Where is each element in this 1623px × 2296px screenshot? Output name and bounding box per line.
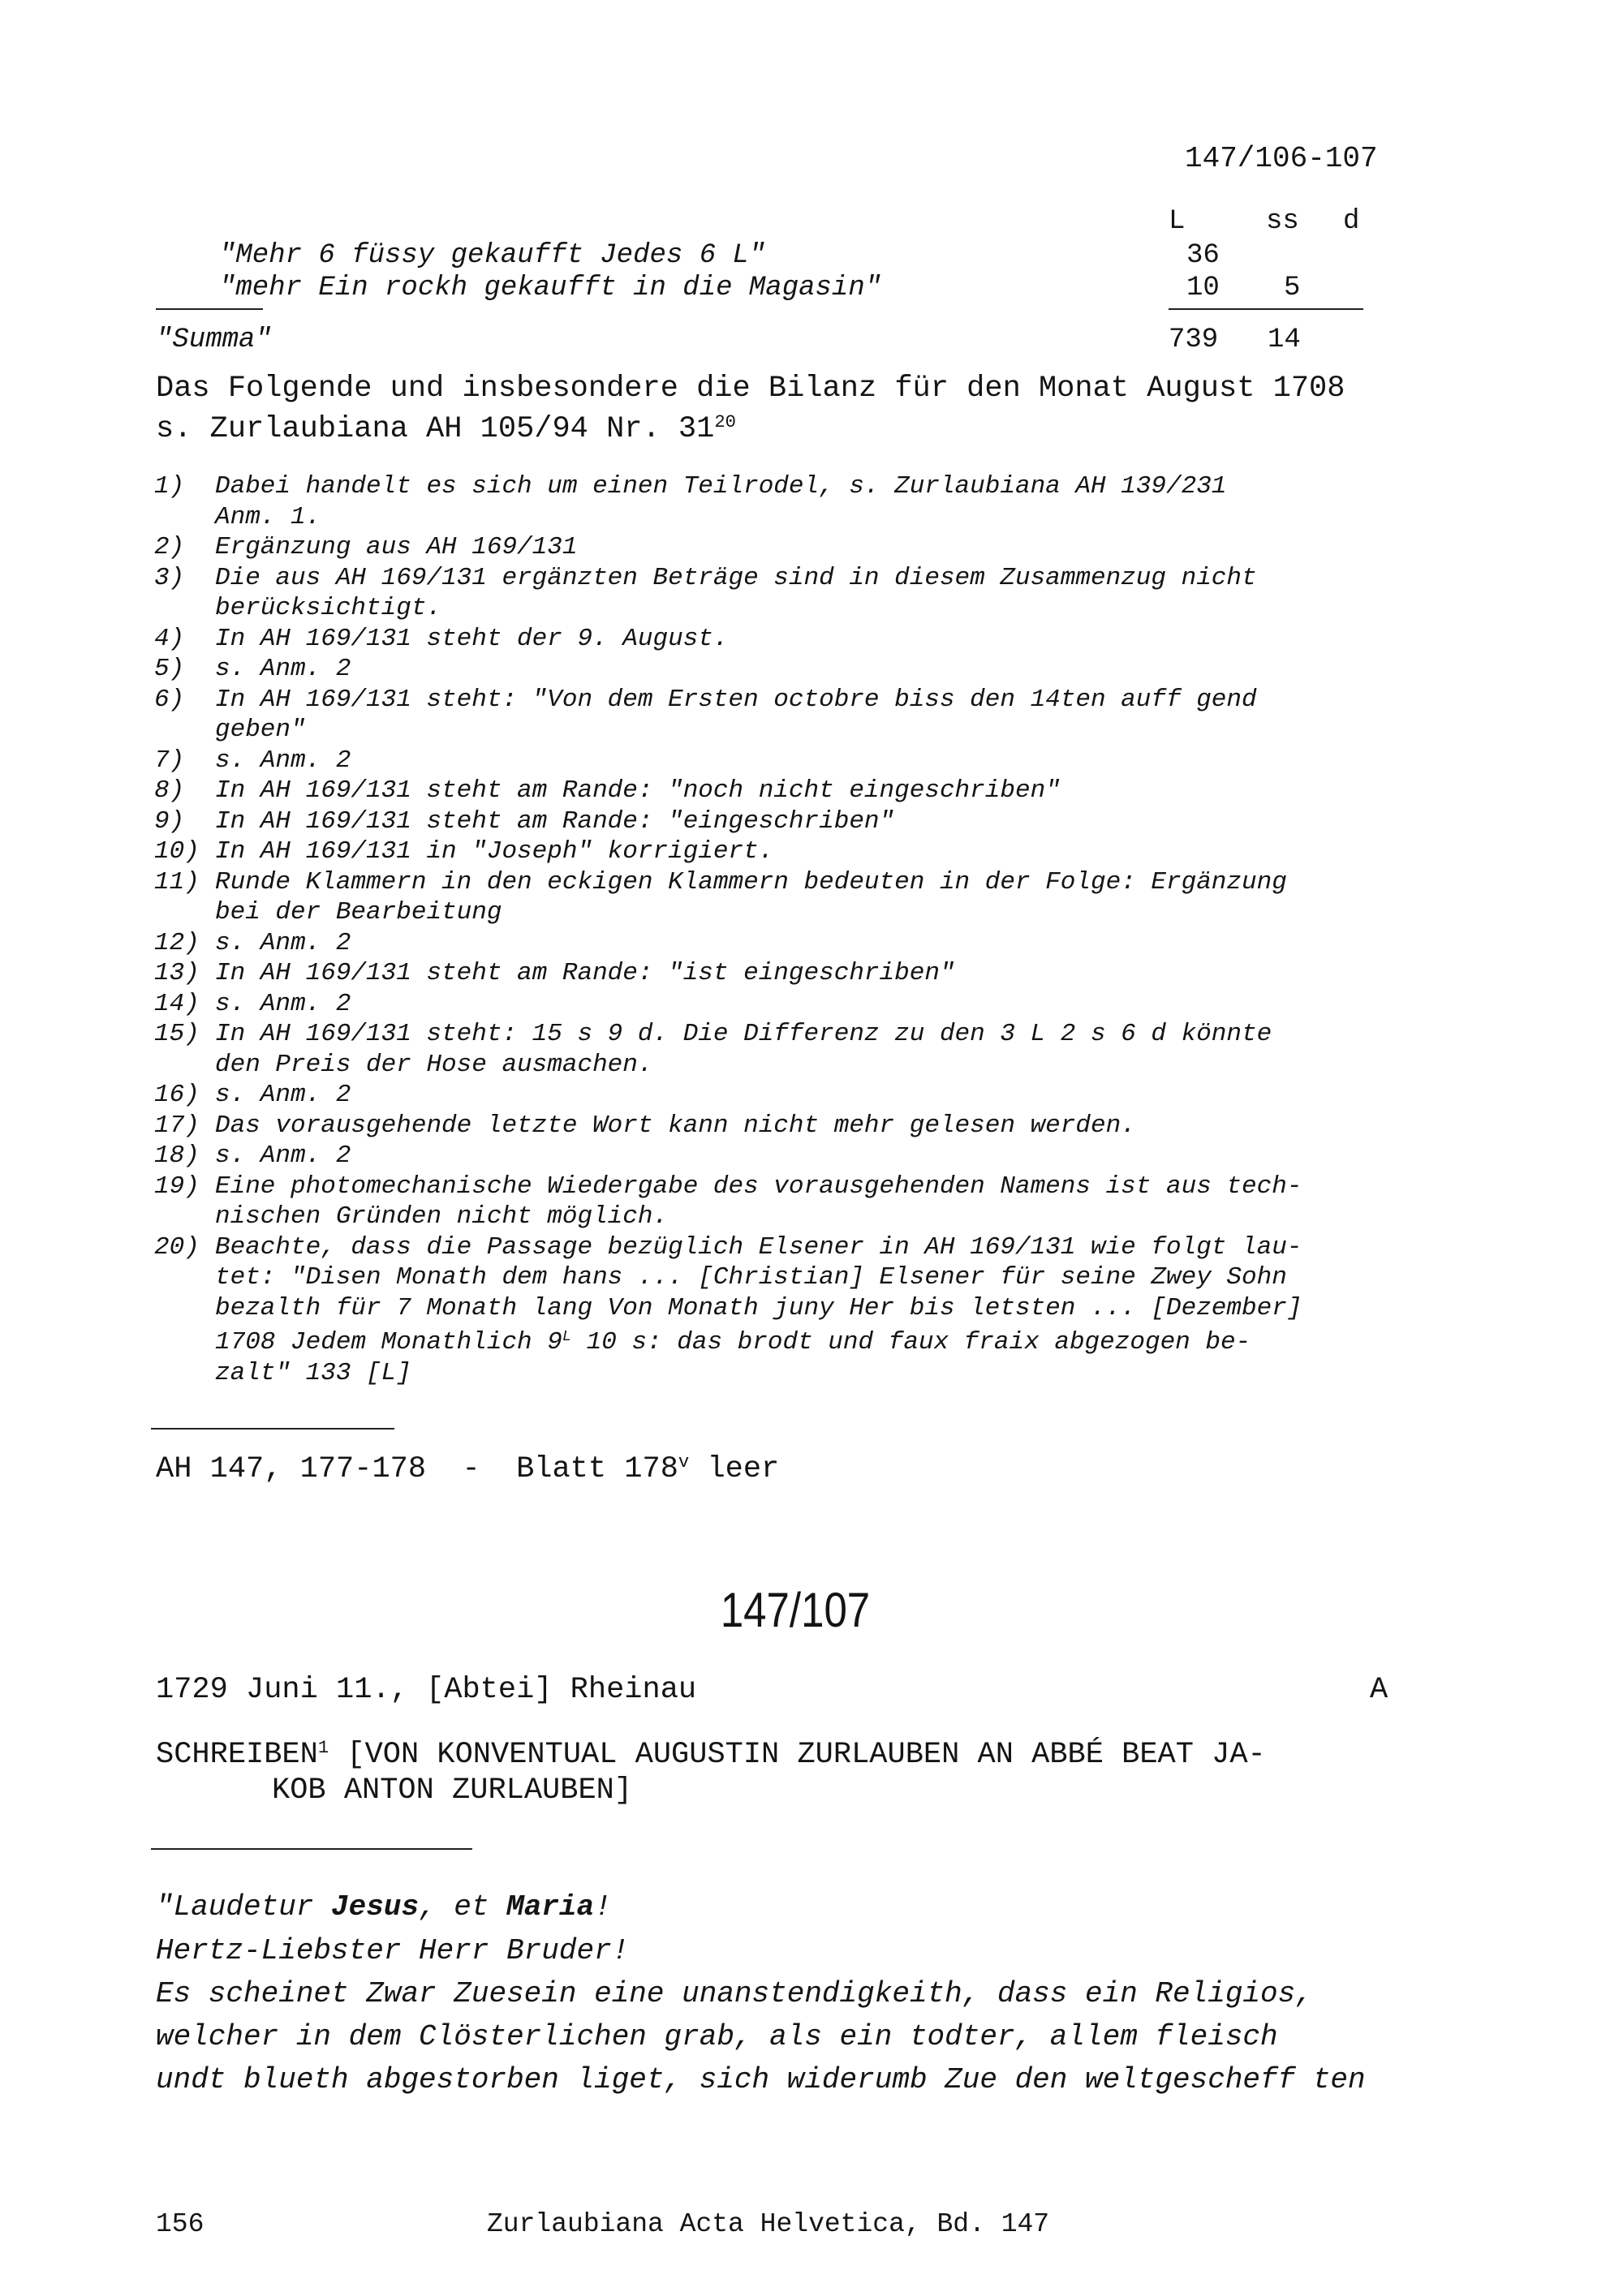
footnote-text: Ergänzung aus AH 169/131 [215, 533, 578, 561]
page-reference: 147/106-107 [1185, 142, 1378, 175]
footnote-20-line: zalt" 133 [L] [215, 1359, 411, 1387]
ledger-rule-left [156, 308, 263, 310]
ledger-col-d: d [1343, 206, 1360, 237]
ledger-col-ss: ss [1266, 206, 1299, 237]
footnote-text: Runde Klammern in den eckigen Klammern bedeuten in der Folge: Ergänzung [215, 867, 1287, 896]
ledger-rule-right [1169, 308, 1363, 310]
footnote-text: Beachte, dass die Passage bezüglich Elsener in AH 169/131 wie folgt lau- [215, 1232, 1302, 1262]
footnote-number: 1) [154, 472, 185, 501]
footnote-text: In AH 169/131 steht der 9. August. [215, 624, 729, 653]
footnote-number: 12) [154, 928, 200, 957]
footnote-number: 9) [154, 806, 185, 836]
footnote-number: 7) [154, 746, 185, 775]
letter-salutation: "Laudetur Jesus, et Maria! [156, 1890, 612, 1924]
footnote-text: Eine photomechanische Wiedergabe des vorausgehenden Namens ist aus tech- [215, 1172, 1302, 1201]
document-heading-cont: KOB ANTON ZURLAUBEN] [272, 1774, 633, 1808]
footnote-text: s. Anm. 2 [215, 989, 351, 1018]
footer-series: Zurlaubiana Acta Helvetica, Bd. 147 [487, 2209, 1050, 2239]
footnote-number: 11) [154, 867, 200, 896]
footnote-number: 2) [154, 533, 185, 561]
intro-line: Das Folgende und insbesondere die Bilanz für den Monat August 1708 [156, 372, 1345, 406]
footnote-text: den Preis der Hose ausmachen. [215, 1050, 653, 1079]
section-rule [151, 1428, 394, 1430]
intro-footnote-ref: 20 [714, 411, 736, 432]
letter-line: Hertz-Liebster Herr Bruder! [156, 1934, 630, 1967]
footnote-number: 13) [154, 959, 200, 987]
ledger-row-text: "Mehr 6 füssy gekaufft Jedes 6 L" [219, 240, 766, 271]
footnote-20-line: 1708 Jedem Monathlich $9^L$ 10 s: das brodt und faux fraix abgezogen be- [215, 1327, 1251, 1357]
letter-line: undt blueth abgestorben liget, sich widerumb Zue den weltgescheff ten [156, 2063, 1366, 2096]
footnote-text: Dabei handelt es sich um einen Teilrodel, s. Zurlaubiana AH 139/231 [215, 472, 1227, 501]
footnote-number: 20) [154, 1232, 200, 1262]
footnote-text: geben" [215, 716, 306, 744]
ledger-row-L: 10 [1186, 273, 1220, 303]
footnote-number: 8) [154, 776, 185, 805]
footnote-text: In AH 169/131 in "Joseph" korrigiert. [215, 837, 774, 866]
footnote-number: 5) [154, 655, 185, 683]
letter-line: welcher in dem Clösterlichen grab, als ein todter, allem fleisch [156, 2020, 1278, 2053]
document-code: A [1370, 1673, 1388, 1707]
ledger-row-L: 36 [1186, 240, 1220, 271]
footnote-text: s. Anm. 2 [215, 1142, 351, 1170]
heading-rule [151, 1848, 472, 1850]
footnote-text: In AH 169/131 steht: 15 s 9 d. Die Differenz zu den 3 L 2 s 6 d könnte [215, 1020, 1272, 1048]
footnote-text: tet: "Disen Monath dem hans ... [Christian] Elsener für seine Zwey Sohn [215, 1263, 1287, 1292]
footnote-number: 6) [154, 685, 185, 714]
footnote-text: Das vorausgehende letzte Wort kann nicht mehr gelesen werden. [215, 1111, 1136, 1140]
intro-line-ref: s. Zurlaubiana AH 105/94 Nr. $31^{20}$ [156, 411, 736, 446]
footnote-text: In AH 169/131 steht: "Von dem Ersten octobre biss den 14ten auff gend [215, 685, 1257, 714]
footnote-text: In AH 169/131 steht am Rande: "noch nicht eingeschriben" [215, 776, 1061, 805]
footnote-number: 15) [154, 1020, 200, 1048]
footnote-text: s. Anm. 2 [215, 746, 351, 775]
footnote-number: 3) [154, 563, 185, 592]
footnote-text: In AH 169/131 steht am Rande: "ist eingeschriben" [215, 959, 955, 987]
footnote-text: s. Anm. 2 [215, 1081, 351, 1109]
footnote-text: s. Anm. 2 [215, 655, 351, 683]
ledger-summa-label: "Summa" [156, 325, 272, 355]
page-number: 156 [156, 2209, 204, 2239]
footnote-number: 10) [154, 837, 200, 866]
footnote-text: Anm. 1. [215, 502, 321, 531]
footnote-text: nischen Gründen nicht möglich. [215, 1202, 669, 1231]
ledger-row-ss: 5 [1284, 273, 1301, 303]
footnote-number: 19) [154, 1172, 200, 1201]
document-heading: SCHREIBEN$^1$ [VON KONVENTUAL AUGUSTIN ZURLAUBEN AN ABBÉ BEAT JA- [156, 1737, 1266, 1772]
ledger-col-L: L [1169, 206, 1186, 237]
footnote-text: Die aus AH 169/131 ergänzten Beträge sind in diesem Zusammenzug nicht [215, 563, 1257, 592]
footnote-text: bei der Bearbeitung [215, 898, 502, 927]
date-place: 1729 Juni 11., [Abtei] Rheinau [156, 1673, 697, 1707]
footnote-number: 14) [154, 989, 200, 1018]
footnote-text: In AH 169/131 steht am Rande: "eingeschriben" [215, 806, 895, 836]
letter-line: Es scheinet Zwar Zuesein eine unanstendigkeith, dass ein Religios, [156, 1977, 1313, 2010]
sheet-note: AH 147, 177-178 - Blatt 178$^v$ leer [156, 1451, 780, 1486]
ledger-summa-L: 739 [1169, 325, 1219, 355]
footnote-number: 18) [154, 1142, 200, 1170]
footnote-text: bezalth für 7 Monath lang Von Monath juny Her bis letsten ... [Dezember] [215, 1293, 1302, 1322]
ledger-summa-ss: 14 [1268, 325, 1301, 355]
footnote-number: 16) [154, 1081, 200, 1109]
document-number-title: 147/107 [720, 1583, 871, 1637]
footnote-text: berücksichtigt. [215, 594, 442, 622]
footnote-number: 17) [154, 1111, 200, 1140]
footnote-number: 4) [154, 624, 185, 653]
ledger-row-text: "mehr Ein rockh gekaufft in die Magasin" [219, 273, 882, 303]
footnote-text: s. Anm. 2 [215, 928, 351, 957]
